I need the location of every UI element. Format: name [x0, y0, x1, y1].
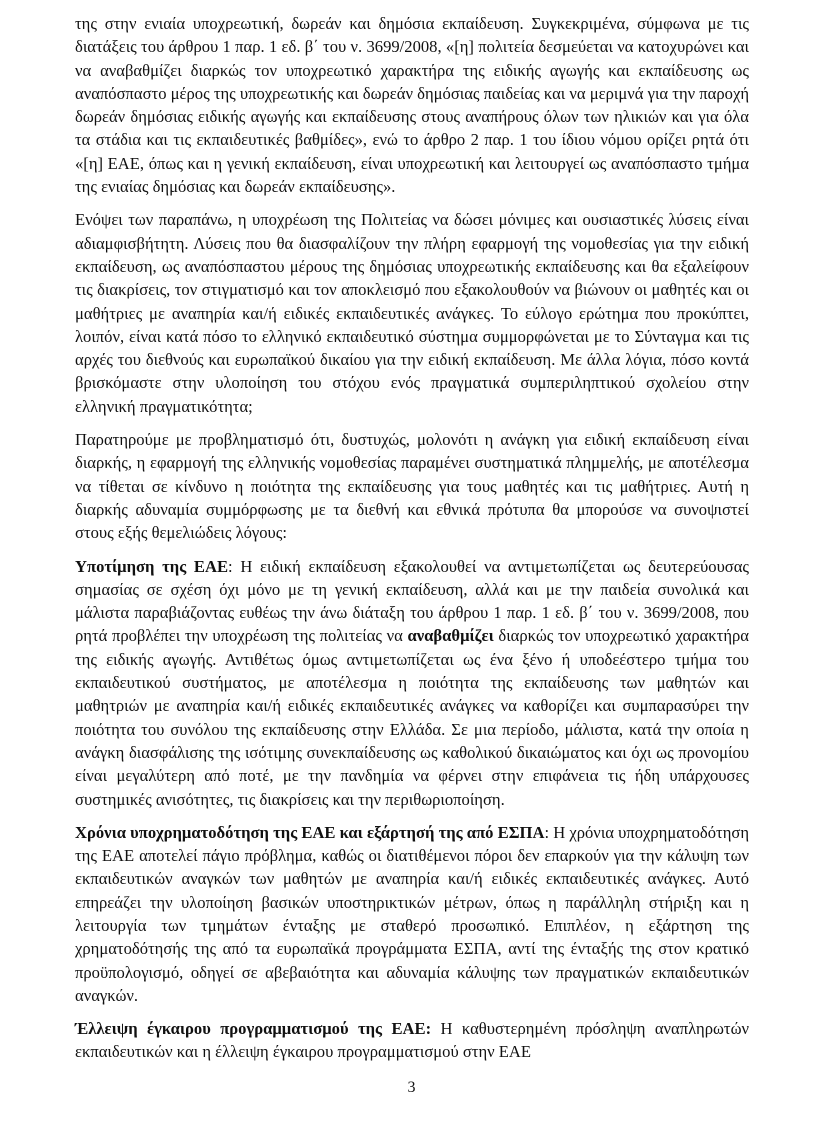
paragraph-bold-lead: Έλλειψη έγκαιρου προγραμματισμού της ΕΑΕ:: [75, 1019, 432, 1039]
paragraph-text: Η καθυστερημένη πρόσληψη αναπληρωτών εκπαιδευτικών και η έλλειψη έγκαιρου προγραμματισμού στην ΕΑΕ: [75, 1019, 749, 1062]
paragraph-bold-lead: αναβαθμίζει: [407, 626, 494, 646]
paragraph: [75, 12, 749, 198]
paragraph: [75, 821, 749, 1007]
paragraph-text: της στην ενιαία υποχρεωτική, δωρεάν και δημόσια εκπαίδευση. Συγκεκριμένα, σύμφωνα με τις διατάξεις του άρθρου 1 παρ. 1 εδ. β΄ του ν. 3699/2008, «[η] πολιτεία δεσμεύεται να κατοχυρώνει και να αναβαθμίζει διαρκώς τον υποχρεωτικό χαρακτήρα της ειδικής αγωγής και εκπαίδευσης ως αναπόσπαστο μέρος της υποχρεωτικής και δωρεάν δημόσιας παιδείας και να μεριμνά για την παροχή δωρεάν δημόσιας ειδικής αγωγής και εκπαίδευσης στους αναπήρους όλων των ηλικιών και για όλα τα στάδια και τις εκπαιδευτικές βαθμίδες», ενώ το άρθρο 2 παρ. 1 του ίδιου νόμου ορίζει ρητά ότι «[η] ΕΑΕ, όπως και η γενική εκπαίδευση, είναι υποχρεωτική και λειτουργεί ως αναπόσπαστο τμήμα της ενιαίας δημόσιας και δωρεάν εκπαίδευσης».: [75, 14, 749, 197]
paragraph: [75, 555, 749, 811]
paragraph-text: διαρκώς τον υποχρεωτικό χαρακτήρα της ειδικής αγωγής. Αντιθέτως όμως αντιμετωπίζεται ως ένα ξένο ή υποδεέστερο τμήμα του εκπαιδευτικού συστήματος, με αποτέλεσμα η ποιότητα της εκπαίδευσης των μαθητών και μαθητριών με αναπηρία και/ή ειδικές εκπαιδευτικές ανάγκες να καθορίζει και συμπαρασύρει την ποιότητα του συνόλου της εκπαίδευσης στην Ελλάδα. Σε μια περίοδο, μάλιστα, κατά την οποία η ανάγκη διασφάλισης της ισότιμης συνεκπαίδευσης ως καθολικού δικαιώματος και όχι ως προνομίου είναι μεγαλύτερη από ποτέ, με την πανδημία να φέρνει στην επιφάνεια τις ήδη υπάρχουσες συστημικές ανισότητες, τις διακρίσεις και την περιθωριοποίηση.: [75, 626, 749, 809]
paragraph-text: : Η ειδική εκπαίδευση εξακολουθεί να αντιμετωπίζεται ως δευτερεύουσας σημασίας σε σχέση όχι μόνο με τη γενική εκπαίδευση, αλλά και με την παιδεία συνολικά και μάλιστα παραβιάζοντας ευθέως την άνω διάταξη του άρθρου 1 παρ. 1 εδ. β΄ του ν. 3699/2008, που ρητά προβλέπει την υποχρέωση της πολιτείας να: [75, 556, 749, 646]
paragraph: [75, 428, 749, 544]
page-number: 3: [407, 1079, 416, 1096]
paragraph-bold-lead: Χρόνια υποχρηματοδότηση της ΕΑΕ και εξάρτησή της από ΕΣΠΑ: [75, 822, 545, 842]
page-footer: [0, 1078, 823, 1098]
paragraph-bold-lead: Υποτίμηση της ΕΑΕ: [75, 556, 229, 576]
page-body: [75, 12, 749, 1074]
paragraph: [75, 208, 749, 418]
paragraph-text: : Η χρόνια υποχρηματοδότηση της ΕΑΕ αποτελεί πάγιο πρόβλημα, καθώς οι διατιθέμενοι πόροι δεν επαρκούν για την κάλυψη των εκπαιδευτικών αναγκών των μαθητών με αναπηρία και/ή ειδικές εκπαιδευτικές ανάγκες. Αυτό επηρεάζει την υλοποίηση βασικών υποστηρικτικών μέτρων, όπως η παράλληλη στήριξη και η λειτουργία των τμημάτων ένταξης με σταθερό προσωπικό. Επιπλέον, η εξάρτηση της χρηματοδότησής της από τα ευρωπαϊκά προγράμματα ΕΣΠΑ, αντί της ένταξής της στον κρατικό προϋπολογισμό, οδηγεί σε αβεβαιότητα και αδυναμία κάλυψης των πραγματικών εκπαιδευτικών αναγκών.: [75, 822, 749, 1005]
paragraph-text: Ενόψει των παραπάνω, η υποχρέωση της Πολιτείας να δώσει μόνιμες και ουσιαστικές λύσεις είναι αδιαμφισβήτητη. Λύσεις που θα διασφαλίζουν την πλήρη εφαρμογή της νομοθεσίας για την ειδική εκπαίδευση, ως αναπόσπαστου μέρους της δημόσιας υποχρεωτικής εκπαίδευσης και θα εξαλείφουν τις διακρίσεις, τον στιγματισμό και τον αποκλεισμό που εξακολουθούν να βιώνουν οι μαθητές και οι μαθήτριες με αναπηρία και/ή ειδικές εκπαιδευτικές ανάγκες. Το εύλογο ερώτημα που προκύπτει, λοιπόν, είναι κατά πόσο το ελληνικό εκπαιδευτικό σύστημα συμμορφώνεται με το Σύνταγμα και τις αρχές του διεθνούς και ευρωπαϊκού δικαίου για την ειδική εκπαίδευση. Με άλλα λόγια, πόσο κοντά βρισκόμαστε στην υλοποίηση του στόχου ενός πραγματικά συμπεριληπτικού σχολείου στην ελληνική πραγματικότητα;: [75, 210, 749, 416]
paragraph: [75, 1017, 749, 1064]
paragraph-text: Παρατηρούμε με προβληματισμό ότι, δυστυχώς, μολονότι η ανάγκη για ειδική εκπαίδευση είναι διαρκής, η εφαρμογή της ελληνικής νομοθεσίας παραμένει συστηματικά πλημμελής, με αποτέλεσμα να τίθεται σε κίνδυνο η ποιότητα της εκπαίδευσης για τους μαθητές και τις μαθήτριες. Αυτή η διαρκής αδυναμία συμμόρφωσης με τα διεθνή και εθνικά πρότυπα θα μπορούσε να συνοψιστεί στους εξής θεμελιώδεις λόγους:: [75, 430, 749, 543]
